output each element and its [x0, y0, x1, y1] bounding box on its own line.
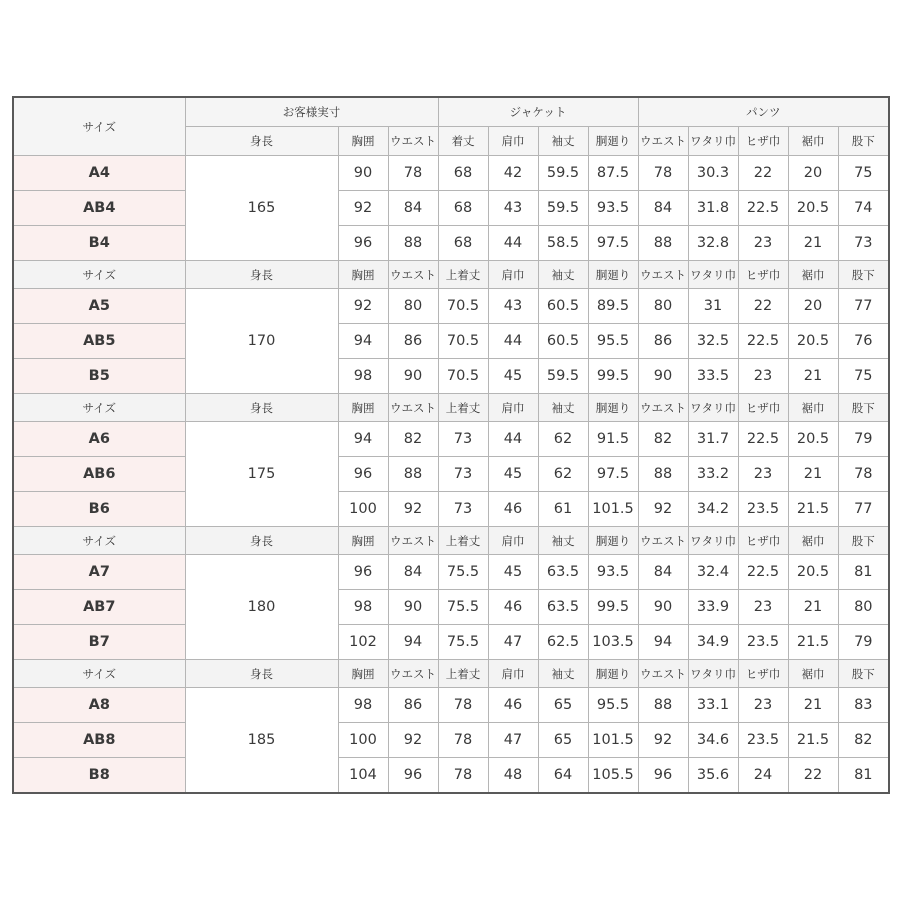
measurement-value: 47 [488, 723, 538, 758]
measurement-value: 81 [838, 758, 889, 794]
column-header: 裾巾 [788, 261, 838, 289]
measurement-value: 33.2 [688, 457, 738, 492]
column-header: 肩巾 [488, 527, 538, 555]
measurement-value: 102 [338, 625, 388, 660]
measurement-value: 44 [488, 226, 538, 261]
measurement-value: 94 [338, 324, 388, 359]
measurement-value: 79 [838, 422, 889, 457]
column-header: 裾巾 [788, 660, 838, 688]
measurement-value: 98 [338, 590, 388, 625]
column-header: ワタリ巾 [688, 527, 738, 555]
measurement-value: 34.6 [688, 723, 738, 758]
measurement-value: 87.5 [588, 156, 638, 191]
column-header: ヒザ巾 [738, 127, 788, 156]
measurement-value: 22 [788, 758, 838, 794]
measurement-value: 99.5 [588, 590, 638, 625]
group-header-row [13, 660, 889, 688]
column-header: 肩巾 [488, 127, 538, 156]
measurement-value: 64 [538, 758, 588, 794]
measurement-value: 94 [638, 625, 688, 660]
measurement-value: 45 [488, 555, 538, 590]
measurement-value: 62 [538, 422, 588, 457]
measurement-value: 31.8 [688, 191, 738, 226]
size-label: AB4 [13, 191, 185, 226]
measurement-value: 95.5 [588, 688, 638, 723]
measurement-value: 20.5 [788, 191, 838, 226]
measurement-value: 97.5 [588, 226, 638, 261]
measurement-value: 20 [788, 289, 838, 324]
measurement-value: 73 [438, 422, 488, 457]
jacket-header: ジャケット [438, 97, 638, 127]
body-measurements-header: お客様実寸 [185, 97, 438, 127]
column-header: ウエスト [638, 527, 688, 555]
measurement-value: 62.5 [538, 625, 588, 660]
measurement-value: 88 [388, 457, 438, 492]
measurement-value: 82 [638, 422, 688, 457]
measurement-value: 75.5 [438, 555, 488, 590]
column-header: ウエスト [388, 527, 438, 555]
column-header: 股下 [838, 127, 889, 156]
measurement-value: 96 [338, 555, 388, 590]
measurement-value: 20.5 [788, 324, 838, 359]
measurement-value: 22.5 [738, 555, 788, 590]
column-header: 袖丈 [538, 527, 588, 555]
column-header: ウエスト [638, 261, 688, 289]
measurement-value: 104 [338, 758, 388, 794]
measurement-value: 92 [638, 723, 688, 758]
measurement-value: 70.5 [438, 359, 488, 394]
measurement-value: 75.5 [438, 625, 488, 660]
height-value: 185 [185, 688, 338, 794]
measurement-value: 93.5 [588, 555, 638, 590]
measurement-value: 90 [388, 359, 438, 394]
measurement-value: 21 [788, 590, 838, 625]
size-label: A5 [13, 289, 185, 324]
measurement-value: 73 [838, 226, 889, 261]
table-row [13, 457, 889, 492]
column-header: 裾巾 [788, 394, 838, 422]
measurement-value: 22.5 [738, 324, 788, 359]
measurement-value: 84 [638, 555, 688, 590]
measurement-value: 23 [738, 590, 788, 625]
measurement-value: 80 [638, 289, 688, 324]
measurement-value: 58.5 [538, 226, 588, 261]
measurement-value: 22 [738, 289, 788, 324]
measurement-value: 46 [488, 688, 538, 723]
measurement-value: 90 [638, 359, 688, 394]
measurement-value: 88 [638, 226, 688, 261]
measurement-value: 96 [338, 226, 388, 261]
column-header: ウエスト [638, 127, 688, 156]
table-row [13, 688, 889, 723]
measurement-value: 73 [438, 457, 488, 492]
height-value: 170 [185, 289, 338, 394]
measurement-value: 78 [388, 156, 438, 191]
measurement-value: 77 [838, 492, 889, 527]
size-label: AB6 [13, 457, 185, 492]
measurement-value: 34.9 [688, 625, 738, 660]
measurement-value: 21 [788, 457, 838, 492]
column-header: 胴廻り [588, 261, 638, 289]
measurement-value: 43 [488, 191, 538, 226]
measurement-value: 95.5 [588, 324, 638, 359]
measurement-value: 23 [738, 359, 788, 394]
measurement-value: 59.5 [538, 191, 588, 226]
size-label: B5 [13, 359, 185, 394]
size-header: サイズ [13, 261, 185, 289]
size-header: サイズ [13, 527, 185, 555]
size-label: AB5 [13, 324, 185, 359]
measurement-value: 96 [338, 457, 388, 492]
column-header: 股下 [838, 527, 889, 555]
column-header: ヒザ巾 [738, 527, 788, 555]
measurement-value: 92 [638, 492, 688, 527]
measurement-value: 92 [338, 191, 388, 226]
measurement-value: 44 [488, 422, 538, 457]
measurement-value: 31.7 [688, 422, 738, 457]
column-header: ウエスト [388, 660, 438, 688]
column-header: ヒザ巾 [738, 660, 788, 688]
size-label: B6 [13, 492, 185, 527]
table-row [13, 492, 889, 527]
height-header: 身長 [185, 660, 338, 688]
measurement-value: 90 [638, 590, 688, 625]
height-header: 身長 [185, 394, 338, 422]
measurement-value: 77 [838, 289, 889, 324]
measurement-value: 45 [488, 359, 538, 394]
size-chart-table [12, 96, 890, 794]
column-header: 上着丈 [438, 394, 488, 422]
column-header: 胴廻り [588, 394, 638, 422]
column-header: 胸囲 [338, 261, 388, 289]
measurement-value: 42 [488, 156, 538, 191]
measurement-value: 92 [388, 723, 438, 758]
column-header: 胴廻り [588, 527, 638, 555]
column-header: 袖丈 [538, 261, 588, 289]
measurement-value: 80 [838, 590, 889, 625]
column-header: 着丈 [438, 127, 488, 156]
measurement-value: 70.5 [438, 289, 488, 324]
column-header: ワタリ巾 [688, 394, 738, 422]
height-value: 180 [185, 555, 338, 660]
measurement-value: 96 [388, 758, 438, 794]
column-header: 肩巾 [488, 261, 538, 289]
measurement-value: 63.5 [538, 555, 588, 590]
height-header: 身長 [185, 127, 338, 156]
measurement-value: 88 [638, 457, 688, 492]
measurement-value: 23 [738, 226, 788, 261]
measurement-value: 21.5 [788, 625, 838, 660]
size-header: サイズ [13, 660, 185, 688]
measurement-value: 44 [488, 324, 538, 359]
measurement-value: 30.3 [688, 156, 738, 191]
size-label: AB7 [13, 590, 185, 625]
size-label: A4 [13, 156, 185, 191]
measurement-value: 89.5 [588, 289, 638, 324]
measurement-value: 98 [338, 688, 388, 723]
table-row [13, 555, 889, 590]
table-row [13, 422, 889, 457]
measurement-value: 33.5 [688, 359, 738, 394]
group-header-row [13, 527, 889, 555]
measurement-value: 78 [438, 723, 488, 758]
measurement-value: 31 [688, 289, 738, 324]
measurement-value: 86 [638, 324, 688, 359]
column-header: 股下 [838, 261, 889, 289]
measurement-value: 83 [838, 688, 889, 723]
measurement-value: 75 [838, 359, 889, 394]
header-row [13, 97, 889, 127]
measurement-value: 33.9 [688, 590, 738, 625]
column-header: 肩巾 [488, 394, 538, 422]
measurement-value: 99.5 [588, 359, 638, 394]
column-header: 股下 [838, 394, 889, 422]
measurement-value: 23.5 [738, 625, 788, 660]
column-header: 上着丈 [438, 261, 488, 289]
height-value: 165 [185, 156, 338, 261]
column-header: 胴廻り [588, 660, 638, 688]
measurement-value: 100 [338, 492, 388, 527]
column-header: ウエスト [388, 394, 438, 422]
measurement-value: 91.5 [588, 422, 638, 457]
measurement-value: 82 [388, 422, 438, 457]
table-row [13, 723, 889, 758]
column-header: ワタリ巾 [688, 261, 738, 289]
table-row [13, 191, 889, 226]
measurement-value: 20.5 [788, 555, 838, 590]
measurement-value: 80 [388, 289, 438, 324]
measurement-value: 23.5 [738, 723, 788, 758]
measurement-value: 88 [388, 226, 438, 261]
measurement-value: 32.8 [688, 226, 738, 261]
column-header: ヒザ巾 [738, 394, 788, 422]
measurement-value: 94 [338, 422, 388, 457]
measurement-value: 103.5 [588, 625, 638, 660]
measurement-value: 45 [488, 457, 538, 492]
measurement-value: 46 [488, 492, 538, 527]
measurement-value: 61 [538, 492, 588, 527]
column-header: 胸囲 [338, 527, 388, 555]
measurement-value: 43 [488, 289, 538, 324]
column-header: ウエスト [388, 127, 438, 156]
measurement-value: 46 [488, 590, 538, 625]
table-row [13, 226, 889, 261]
table-row [13, 590, 889, 625]
column-header: 上着丈 [438, 527, 488, 555]
measurement-value: 78 [838, 457, 889, 492]
measurement-value: 84 [638, 191, 688, 226]
measurement-value: 32.4 [688, 555, 738, 590]
table-row [13, 359, 889, 394]
measurement-value: 21 [788, 359, 838, 394]
measurement-value: 21.5 [788, 723, 838, 758]
measurement-value: 86 [388, 324, 438, 359]
measurement-value: 98 [338, 359, 388, 394]
column-header: ワタリ巾 [688, 660, 738, 688]
measurement-value: 32.5 [688, 324, 738, 359]
column-header: 裾巾 [788, 527, 838, 555]
measurement-value: 21.5 [788, 492, 838, 527]
table-row [13, 758, 889, 794]
measurement-value: 63.5 [538, 590, 588, 625]
measurement-value: 68 [438, 156, 488, 191]
measurement-value: 34.2 [688, 492, 738, 527]
column-header: 胸囲 [338, 394, 388, 422]
size-label: B4 [13, 226, 185, 261]
measurement-value: 68 [438, 191, 488, 226]
measurement-value: 84 [388, 555, 438, 590]
measurement-value: 60.5 [538, 324, 588, 359]
measurement-value: 88 [638, 688, 688, 723]
height-value: 175 [185, 422, 338, 527]
column-header: 裾巾 [788, 127, 838, 156]
measurement-value: 65 [538, 723, 588, 758]
column-header: ウエスト [638, 660, 688, 688]
measurement-value: 20 [788, 156, 838, 191]
table-row [13, 156, 889, 191]
size-label: B7 [13, 625, 185, 660]
table-row [13, 625, 889, 660]
measurement-value: 73 [438, 492, 488, 527]
size-label: A7 [13, 555, 185, 590]
measurement-value: 59.5 [538, 156, 588, 191]
table-row [13, 289, 889, 324]
measurement-value: 21 [788, 688, 838, 723]
measurement-value: 20.5 [788, 422, 838, 457]
measurement-value: 75.5 [438, 590, 488, 625]
measurement-value: 84 [388, 191, 438, 226]
size-label: B8 [13, 758, 185, 794]
group-header-row [13, 261, 889, 289]
measurement-value: 23 [738, 457, 788, 492]
measurement-value: 90 [388, 590, 438, 625]
column-header: 袖丈 [538, 127, 588, 156]
measurement-value: 82 [838, 723, 889, 758]
measurement-value: 74 [838, 191, 889, 226]
column-header: ウエスト [638, 394, 688, 422]
column-header: 肩巾 [488, 660, 538, 688]
measurement-value: 96 [638, 758, 688, 794]
measurement-value: 65 [538, 688, 588, 723]
measurement-value: 68 [438, 226, 488, 261]
size-label: A8 [13, 688, 185, 723]
measurement-value: 23.5 [738, 492, 788, 527]
size-header: サイズ [13, 97, 185, 156]
size-label: AB8 [13, 723, 185, 758]
table-row [13, 324, 889, 359]
measurement-value: 78 [438, 758, 488, 794]
column-header: ワタリ巾 [688, 127, 738, 156]
measurement-value: 23 [738, 688, 788, 723]
measurement-value: 78 [438, 688, 488, 723]
column-header: 上着丈 [438, 660, 488, 688]
measurement-value: 92 [388, 492, 438, 527]
height-header: 身長 [185, 527, 338, 555]
measurement-value: 97.5 [588, 457, 638, 492]
measurement-value: 60.5 [538, 289, 588, 324]
measurement-value: 75 [838, 156, 889, 191]
measurement-value: 100 [338, 723, 388, 758]
measurement-value: 90 [338, 156, 388, 191]
measurement-value: 33.1 [688, 688, 738, 723]
measurement-value: 22.5 [738, 422, 788, 457]
measurement-value: 62 [538, 457, 588, 492]
measurement-value: 47 [488, 625, 538, 660]
height-header: 身長 [185, 261, 338, 289]
measurement-value: 22 [738, 156, 788, 191]
measurement-value: 78 [638, 156, 688, 191]
measurement-value: 79 [838, 625, 889, 660]
measurement-value: 101.5 [588, 723, 638, 758]
measurement-value: 105.5 [588, 758, 638, 794]
measurement-value: 59.5 [538, 359, 588, 394]
measurement-value: 92 [338, 289, 388, 324]
measurement-value: 86 [388, 688, 438, 723]
column-header: ヒザ巾 [738, 261, 788, 289]
size-header: サイズ [13, 394, 185, 422]
measurement-value: 94 [388, 625, 438, 660]
measurement-value: 48 [488, 758, 538, 794]
size-label: A6 [13, 422, 185, 457]
measurement-value: 35.6 [688, 758, 738, 794]
column-header: 胸囲 [338, 127, 388, 156]
measurement-value: 70.5 [438, 324, 488, 359]
group-header-row [13, 394, 889, 422]
column-header: ウエスト [388, 261, 438, 289]
column-header: 胸囲 [338, 660, 388, 688]
measurement-value: 24 [738, 758, 788, 794]
measurement-value: 21 [788, 226, 838, 261]
column-header: 袖丈 [538, 394, 588, 422]
measurement-value: 101.5 [588, 492, 638, 527]
measurement-value: 22.5 [738, 191, 788, 226]
pants-header: パンツ [638, 97, 889, 127]
measurement-value: 93.5 [588, 191, 638, 226]
column-header: 股下 [838, 660, 889, 688]
column-header: 胴廻り [588, 127, 638, 156]
measurement-value: 76 [838, 324, 889, 359]
measurement-value: 81 [838, 555, 889, 590]
column-header: 袖丈 [538, 660, 588, 688]
